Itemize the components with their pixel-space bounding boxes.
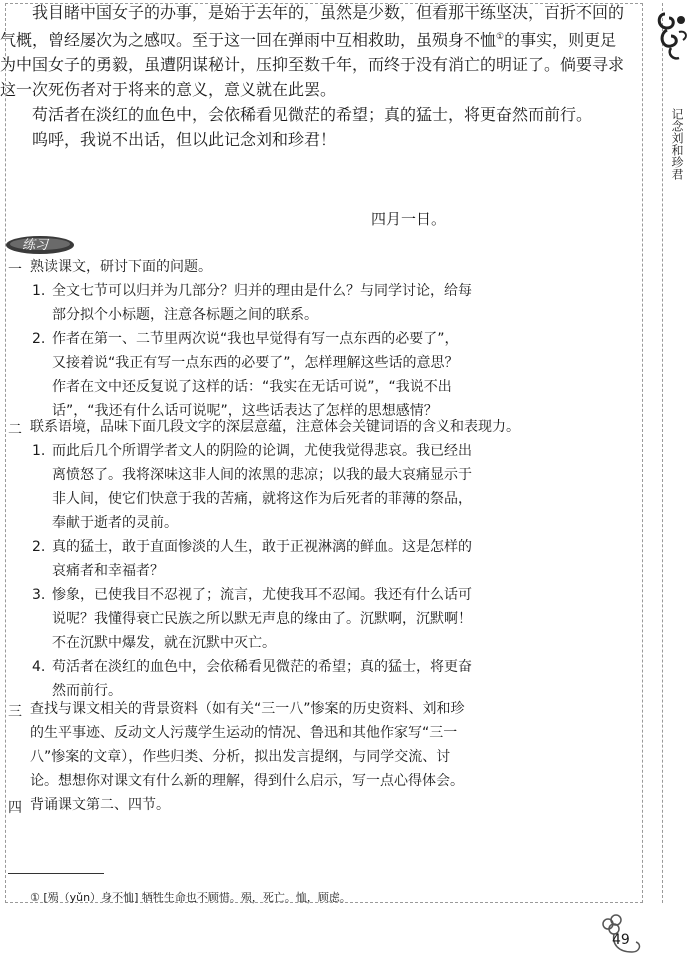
section-1-number: 一 xyxy=(8,262,22,278)
body-paragraph-3: 呜呼，我说不出话，但以此记念刘和珍君！ xyxy=(32,130,337,150)
section-4-text: 背诵课文第二、四节。 xyxy=(30,797,170,813)
section-1-item-2-number: 2. xyxy=(32,331,46,347)
exercise-label: 练习 xyxy=(22,238,49,253)
section-3-number: 三 xyxy=(8,704,22,720)
section-2-item-4-number: 4. xyxy=(32,659,46,675)
body-paragraph-1-text: 我目睹中国女子的办事，是始于去年的，虽然是少数，但看那干练坚决，百折不回的气概，曾经屡次为之感叹。至于这一回在弹雨中互相救助，虽殒身不恤 xyxy=(0,3,625,50)
section-2-item-2-number: 2. xyxy=(32,539,46,555)
footnote-rule xyxy=(8,873,104,874)
section-2-item-4-text: 苟活者在淡红的血色中，会依稀看见微茫的希望；真的猛士，将更奋然而前行。 xyxy=(52,659,472,699)
section-1-item-2-text: 作者在第一、二节里两次说“我也早觉得有写一点东西的必要了”，又接着说“我正有写一点东西的必要了”，怎样理解这些话的意思？作者在文中还反复说了这样的话：“我实在无话可说”，“我说不出话”，“我还有什么话可说呢”，这些话表达了怎样的思想感情？ xyxy=(52,331,459,419)
section-1-item-1-text: 全文七节可以归并为几部分？归并的理由是什么？与同学讨论，给每部分拟个小标题，注意各标题之间的联系。 xyxy=(52,283,472,323)
footnote: ① [殒（yǔn）身不恤] 牺牲生命也不顾惜。殒，死亡。恤，顾虑。 xyxy=(30,891,351,904)
body-paragraph-1-rest: 的事实，则更足为中国女子的勇毅，虽遭阴谋秘计，压抑至数千年，而终于没有消亡的明证了。倘要寻求这一次死伤者对于将来的意义，意义就在此罢。 xyxy=(0,30,625,100)
section-2-item-3-number: 3. xyxy=(32,587,46,603)
section-2-item-3-text: 惨象，已使我目不忍视了；流言，尤使我耳不忍闻。我还有什么话可说呢？我懂得衰亡民族之所以默无声息的缘由了。沉默啊，沉默啊！不在沉默中爆发，就在沉默中灭亡。 xyxy=(52,587,472,651)
floral-ornament-icon xyxy=(655,6,691,64)
margin-divider xyxy=(662,3,663,903)
section-1-text: 熟读课文，研讨下面的问题。 xyxy=(30,259,212,275)
section-2-item-1-number: 1. xyxy=(32,443,46,459)
section-2-number: 二 xyxy=(8,422,22,438)
section-3-text: 查找与课文相关的背景资料（如有关“三一八”惨案的历史资料、刘和珍的生平事迹、反动文人污蔑学生运动的情况、鲁迅和其他作家写“三一八”惨案的文章），作些归类、分析，拟出发言提纲，与同学交流、讨论。想想你对课文有什么新的理解，得到什么启示，写一点心得体会。 xyxy=(30,701,465,789)
section-4-number: 四 xyxy=(8,800,22,816)
section-2-item-2-text: 真的猛士，敢于直面惨淡的人生，敢于正视淋漓的鲜血。这是怎样的哀痛者和幸福者？ xyxy=(52,539,472,579)
body-paragraph-2: 苟活者在淡红的血色中，会依稀看见微茫的希望；真的猛士，将更奋然而前行。 xyxy=(32,105,593,125)
date-line: 四月一日。 xyxy=(371,210,447,228)
section-2-text: 联系语境，品味下面几段文字的深层意蕴，注意体会关键词语的含义和表现力。 xyxy=(30,419,520,435)
page-number: 49 xyxy=(612,932,630,948)
section-1-item-1-number: 1. xyxy=(32,283,46,299)
side-title: 记念刘和珍君 xyxy=(670,108,684,180)
section-2-item-1-text: 而此后几个所谓学者文人的阴险的论调，尤使我觉得悲哀。我已经出离愤怒了。我将深味这非人间的浓黑的悲凉；以我的最大哀痛显示于非人间，使它们快意于我的苦痛，就将这作为后死者的菲薄的祭品，奉献于逝者的灵前。 xyxy=(52,443,472,531)
footnote-marker: ① xyxy=(496,32,505,42)
